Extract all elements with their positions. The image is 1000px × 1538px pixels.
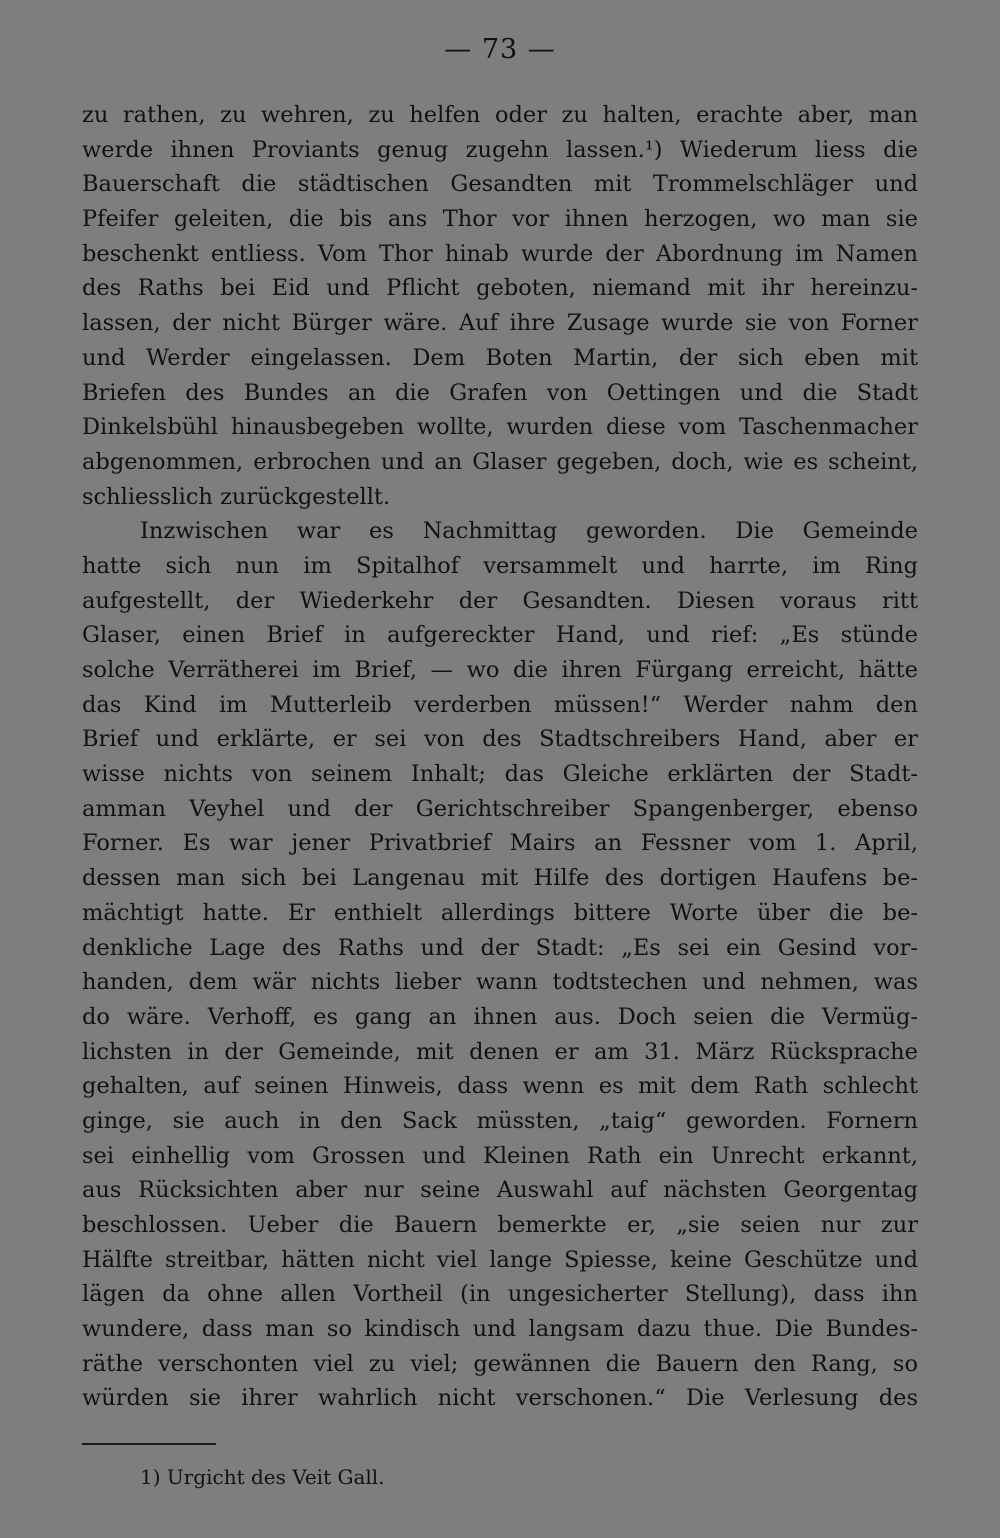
text-line: lichsten in der Gemeinde, mit denen er am 31. März Rücksprache (82, 1038, 918, 1065)
text-line: amman Veyhel und der Gerichtschreiber Spangenberger, ebenso (82, 795, 918, 822)
text-line: dessen man sich bei Langenau mit Hilfe des dortigen Haufens be- (82, 865, 918, 892)
text-line: schliesslich zurückgestellt. (82, 483, 391, 510)
text-line: das Kind im Mutterleib verderben müssen!“ Werder nahm den (82, 691, 918, 718)
text-line: wundere, dass man so kindisch und langsam dazu thue. Die Bundes- (82, 1316, 918, 1343)
text-line: Pfeifer geleiten, die bis ans Thor vor ihnen herzogen, wo man sie (82, 206, 918, 233)
text-line: abgenommen, erbrochen und an Glaser gegeben, doch, wie es scheint, (82, 448, 918, 475)
text-line: Inzwischen war es Nachmittag geworden. Die Gemeinde (140, 518, 918, 545)
text-line: Dinkelsbühl hinausbegeben wollte, wurden diese vom Taschenmacher (82, 414, 918, 441)
text-line: Glaser, einen Brief in aufgereckter Hand, und rief: „Es stünde (82, 622, 918, 649)
text-line: do wäre. Verhoff, es gang an ihnen aus. Doch seien die Vermüg- (82, 1003, 918, 1030)
text-line: Brief und erklärte, er sei von des Stadtschreibers Hand, aber er (82, 726, 918, 753)
text-line: solche Verrätherei im Brief, — wo die ihren Fürgang erreicht, hätte (82, 657, 918, 683)
text-line: aus Rücksichten aber nur seine Auswahl auf nächsten Georgentag (82, 1177, 918, 1204)
text-line: des Raths bei Eid und Pflicht geboten, niemand mit ihr hereinzu- (82, 275, 918, 302)
footnote: 1) Urgicht des Veit Gall. (140, 1465, 385, 1489)
text-line: werde ihnen Proviants genug zugehn lassen.¹) Wiederum liess die (82, 136, 918, 163)
text-line: beschlossen. Ueber die Bauern bemerkte er, „sie seien nur zur (82, 1212, 918, 1238)
text-line: denkliche Lage des Raths und der Stadt: „Es sei ein Gesind vor- (82, 934, 918, 961)
text-line: ginge, sie auch in den Sack müssten, „taig“ geworden. Fornern (82, 1107, 918, 1134)
text-line: wisse nichts von seinem Inhalt; das Gleiche erklärten der Stadt- (82, 761, 918, 788)
text-line: Hälfte streitbar, hätten nicht viel lange Spiesse, keine Geschütze und (82, 1246, 918, 1273)
text-line: und Werder eingelassen. Dem Boten Martin, der sich eben mit (82, 344, 918, 371)
text-line: zu rathen, zu wehren, zu helfen oder zu halten, erachte aber, man (82, 102, 918, 128)
text-line: Forner. Es war jener Privatbrief Mairs an Fessner vom 1. April, (82, 830, 918, 857)
text-line: beschenkt entliess. Vom Thor hinab wurde der Abordnung im Namen (82, 240, 918, 267)
body-text (82, 98, 918, 1416)
text-line: würden sie ihrer wahrlich nicht verschonen.“ Die Verlesung des (82, 1385, 918, 1412)
text-line: aufgestellt, der Wiederkehr der Gesandten. Diesen voraus ritt (82, 587, 918, 614)
text-line: lägen da ohne allen Vortheil (in ungesicherter Stellung), dass ihn (82, 1281, 918, 1308)
text-line: handen, dem wär nichts lieber wann todtstechen und nehmen, was (82, 969, 918, 996)
text-line: lassen, der nicht Bürger wäre. Auf ihre Zusage wurde sie von Forner (82, 310, 918, 337)
text-line: gehalten, auf seinen Hinweis, dass wenn es mit dem Rath schlecht (82, 1073, 918, 1100)
text-line: hatte sich nun im Spitalhof versammelt und harrte, im Ring (82, 552, 918, 579)
text-line: sei einhellig vom Grossen und Kleinen Rath ein Unrecht erkannt, (82, 1142, 918, 1169)
footnote-separator (82, 1443, 216, 1445)
page-number: — 73 — (444, 34, 556, 65)
text-line: mächtigt hatte. Er enthielt allerdings bittere Worte über die be- (82, 899, 918, 926)
text-line: räthe verschonten viel zu viel; gewännen die Bauern den Rang, so (82, 1350, 918, 1377)
text-line: Bauerschaft die städtischen Gesandten mit Trommelschläger und (82, 171, 918, 198)
text-line: Briefen des Bundes an die Grafen von Oettingen und die Stadt (82, 379, 918, 406)
